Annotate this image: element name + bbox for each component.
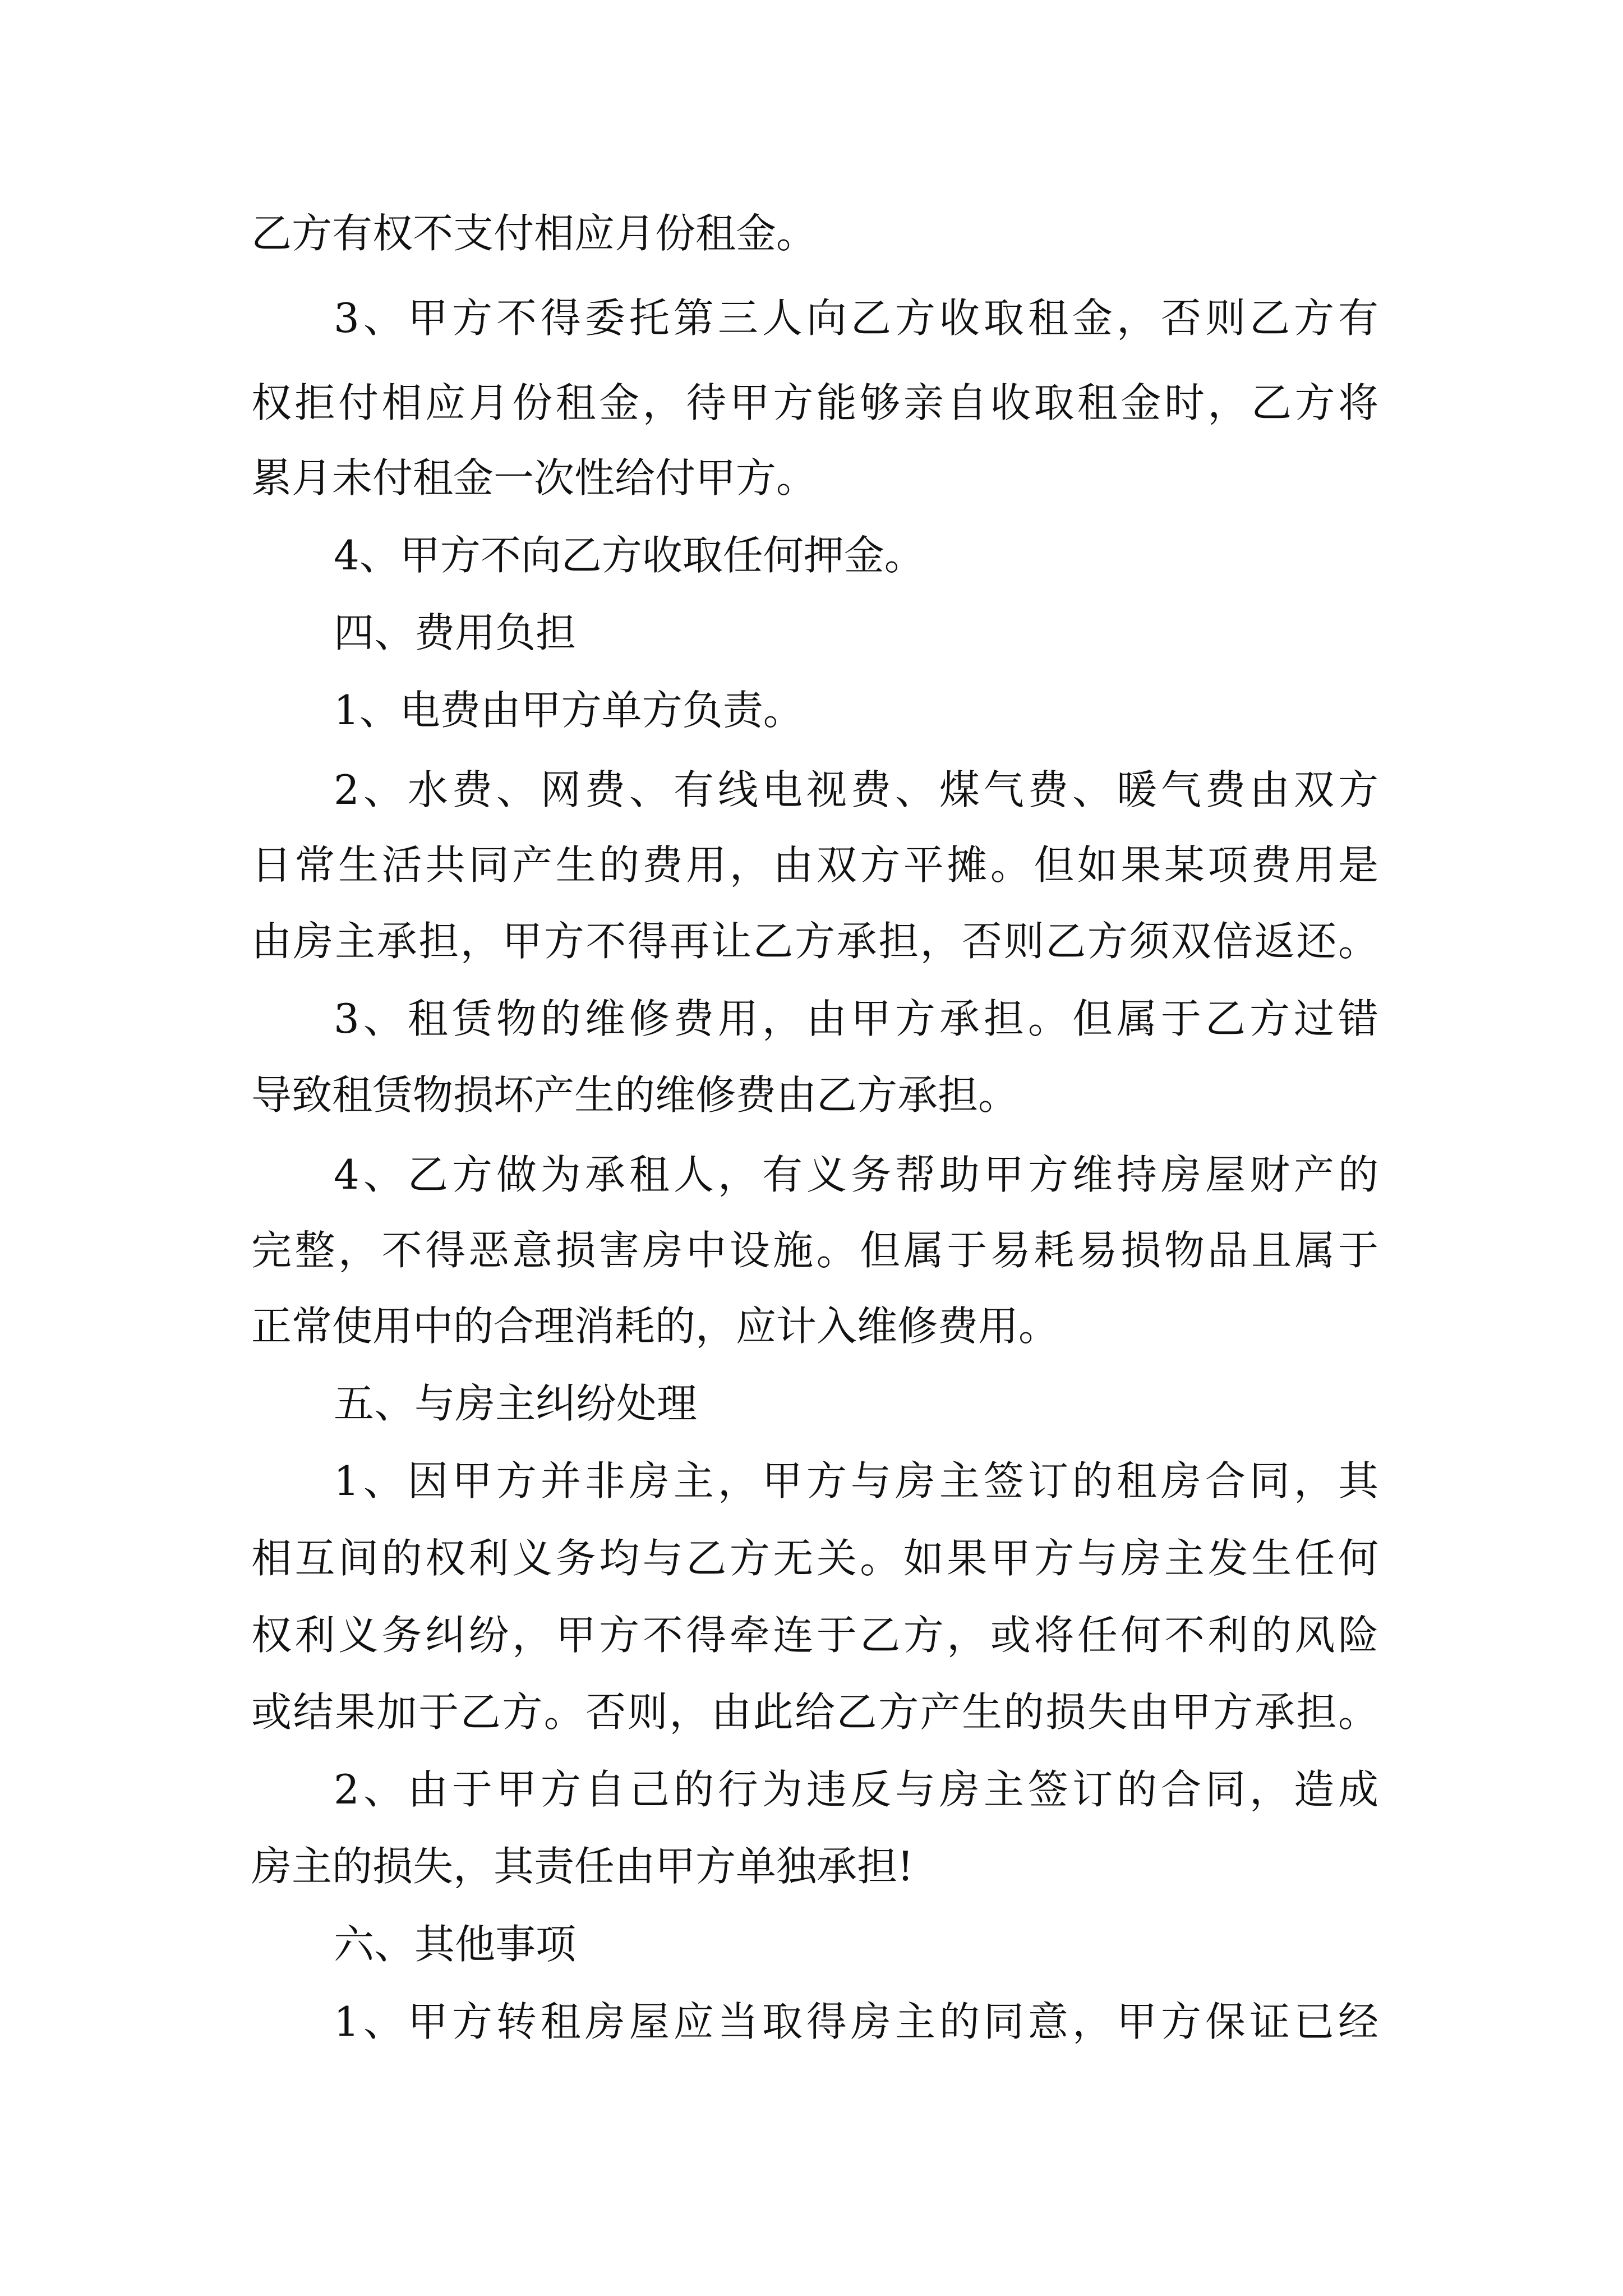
text-line-17: 1、因甲方并非房主，甲方与房主签订的租房合同，其 <box>334 1457 1378 1504</box>
text-line-9: 日常生活共同产生的费用，由双方平摊。但如果某项费用是 <box>251 841 1378 889</box>
text-line-19: 权利义务纠纷，甲方不得牵连于乙方，或将任何不利的风险 <box>251 1612 1378 1659</box>
text-line-21: 2、由于甲方自己的行为违反与房主签订的合同，造成 <box>334 1766 1378 1813</box>
text-line-10: 由房主承担，甲方不得再让乙方承担，否则乙方须双倍返还。 <box>251 918 1378 965</box>
text-line-11: 3、租赁物的维修费用，由甲方承担。但属于乙方过错 <box>334 995 1378 1042</box>
text-line-5: 4、甲方不向乙方收取任何押金。 <box>334 532 925 579</box>
text-line-15: 正常使用中的合理消耗的，应计入维修费用。 <box>251 1303 1059 1350</box>
text-line-4: 累月未付租金一次性给付甲方。 <box>251 454 817 501</box>
text-line-20: 或结果加于乙方。否则，由此给乙方产生的损失由甲方承担。 <box>251 1688 1378 1736</box>
text-line-18: 相互间的权利义务均与乙方无关。如果甲方与房主发生任何 <box>251 1535 1378 1582</box>
section-heading-fees: 四、费用负担 <box>334 609 577 656</box>
text-line-7: 1、电费由甲方单方负责。 <box>334 687 804 734</box>
text-line-22: 房主的损失，其责任由甲方单独承担! <box>251 1843 914 1890</box>
section-heading-other-matters: 六、其他事项 <box>334 1921 577 1968</box>
text-line-12: 导致租赁物损坏产生的维修费由乙方承担。 <box>251 1071 1019 1119</box>
text-line-14: 完整，不得恶意损害房中设施。但属于易耗易损物品且属于 <box>251 1227 1378 1274</box>
section-heading-landlord-disputes: 五、与房主纠纷处理 <box>334 1380 698 1427</box>
text-line-3: 权拒付相应月份租金，待甲方能够亲自收取租金时，乙方将 <box>251 379 1378 426</box>
text-line-24: 1、甲方转租房屋应当取得房主的同意，甲方保证已经 <box>334 1998 1378 2045</box>
text-line-1: 乙方有权不支付相应月份租金。 <box>251 210 817 257</box>
text-line-8: 2、水费、网费、有线电视费、煤气费、暖气费由双方 <box>334 766 1378 813</box>
text-line-13: 4、乙方做为承租人，有义务帮助甲方维持房屋财产的 <box>334 1151 1378 1198</box>
text-line-2: 3、甲方不得委托第三人向乙方收取租金，否则乙方有 <box>334 295 1378 342</box>
